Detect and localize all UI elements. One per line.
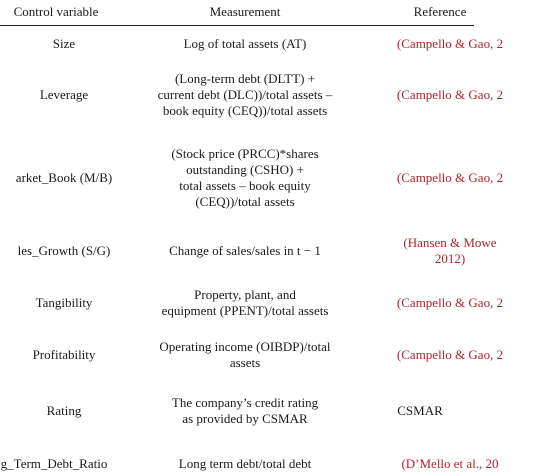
header-control-variable: Control variable xyxy=(13,4,99,19)
measurement-line: equipment (PPENT)/total assets xyxy=(161,303,329,318)
measurement-line: Change of sales/sales in t − 1 xyxy=(169,243,321,258)
measurement-line: (CEQ))/total assets xyxy=(195,194,295,209)
measurement-cell xyxy=(136,36,354,52)
reference-cell xyxy=(350,87,550,103)
measurement-line: Long term debt/total debt xyxy=(178,456,312,471)
variable-cell: les_Growth (S/G) xyxy=(17,243,111,258)
measurement-cell xyxy=(136,339,354,371)
measurement-line: The company’s credit rating xyxy=(171,395,319,410)
reference-cell xyxy=(350,36,550,52)
measurement-line: Log of total assets (AT) xyxy=(183,36,307,51)
reference-cell xyxy=(320,403,520,419)
measurement-cell xyxy=(136,456,354,472)
table-header xyxy=(0,0,474,24)
measurement-line: book equity (CEQ))/total assets xyxy=(162,103,328,118)
table-row xyxy=(0,62,504,128)
measurement-cell xyxy=(136,243,354,259)
reference-line: CSMAR xyxy=(397,403,443,418)
measurement-line: assets xyxy=(229,355,261,370)
reference-line: (Hansen & Mowe xyxy=(403,235,497,250)
measurement-line: total assets – book equity xyxy=(179,178,311,193)
reference-line: 2012) xyxy=(434,251,466,266)
reference-cell xyxy=(350,347,550,363)
measurement-line: (Stock price (PRCC)*shares xyxy=(171,146,319,161)
table-row xyxy=(0,390,474,432)
table-row xyxy=(0,228,497,274)
variable-cell: Leverage xyxy=(39,87,89,102)
variable-cell: Size xyxy=(52,36,76,51)
reference-line: (Campello & Gao, 2 xyxy=(396,295,504,310)
reference-cell xyxy=(350,235,550,267)
variable-cell: g_Term_Debt_Ratio xyxy=(0,456,108,471)
reference-line: (Campello & Gao, 2 xyxy=(396,170,504,185)
measurement-line: current debt (DLC))/total assets – xyxy=(157,87,333,102)
measurement-cell xyxy=(136,287,354,319)
table-row xyxy=(0,132,504,224)
variable-cell: arket_Book (M/B) xyxy=(15,170,113,185)
measurement-cell xyxy=(136,146,354,210)
variable-cell: Rating xyxy=(46,403,82,418)
reference-line: (D’Mello et al., 20 xyxy=(401,456,499,471)
measurement-line: outstanding (CSHO) + xyxy=(186,162,304,177)
measurement-line: (Long-term debt (DLTT) + xyxy=(174,71,316,86)
reference-line: (Campello & Gao, 2 xyxy=(396,347,504,362)
reference-cell xyxy=(350,170,550,186)
table-row xyxy=(0,28,504,60)
table-row xyxy=(0,452,499,476)
measurement-cell xyxy=(136,71,354,119)
header-measurement: Measurement xyxy=(209,4,281,19)
reference-cell xyxy=(350,295,550,311)
variable-cell: Profitability xyxy=(32,347,96,362)
table-row xyxy=(0,282,504,324)
variable-cell: Tangibility xyxy=(35,295,93,310)
reference-cell xyxy=(350,456,550,472)
measurement-line: Operating income (OIBDP)/total xyxy=(159,339,331,354)
header-rule xyxy=(0,25,474,26)
reference-line: (Campello & Gao, 2 xyxy=(396,87,504,102)
table-row xyxy=(0,334,504,376)
measurement-line: as provided by CSMAR xyxy=(182,411,308,426)
measurement-line: Property, plant, and xyxy=(194,287,296,302)
header-reference: Reference xyxy=(413,4,467,19)
reference-line: (Campello & Gao, 2 xyxy=(396,36,504,51)
